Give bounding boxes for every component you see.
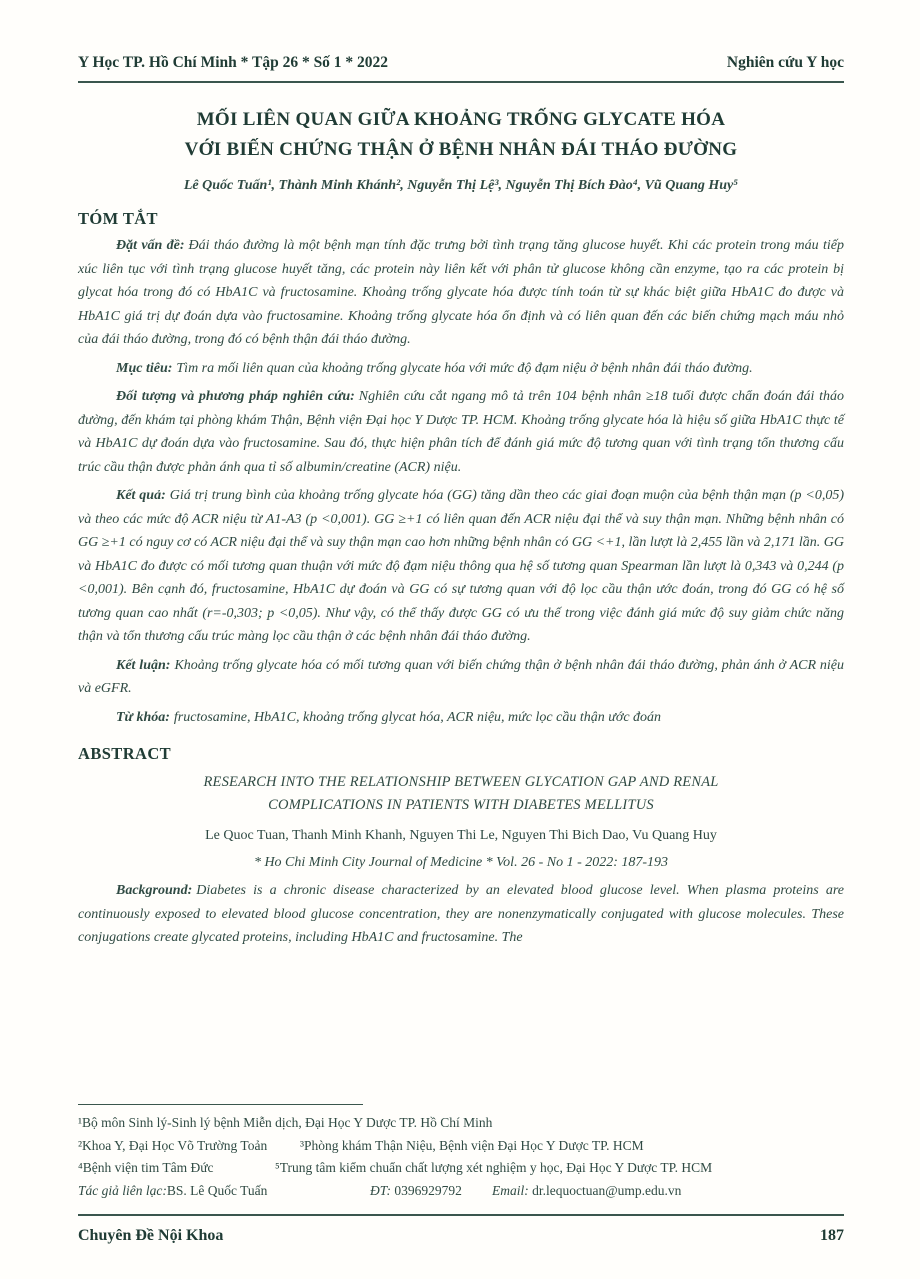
paragraph-text: Giá trị trung bình của khoảng trống glycate hóa (GG) tăng dần theo các giai đoạn muộn của bệnh thận mạn (p <0,05) và theo các mức độ ACR niệu từ A1-A3 (p <0,001). GG ≥+1 có liên quan đến ACR niệu đại thể và suy thận mạn. Những bệnh nhân có GG ≥+1 có nguy cơ có ACR niệu đại thể và suy thận mạn cao hơn những bệnh nhân có GG <+1, lần lượt là 2,455 lần và 2,171 lần. GG và HbA1C đo được có mối tương quan thuận với mức độ đạm niệu thông qua hệ số tương quan Spearman lần lượt là 0,343 và 0,244 (p <0,001). Bên cạnh đó, fructosamine, HbA1C dự đoán và GG có sự tương quan với độ lọc cầu thận ước đoán, trong đó GG có hệ số tương quan cao nhất (r=-0,303; p <0,05). Như vậy, có thể thấy được GG có ưu thế trong việc đánh giá mức độ suy giảm chức năng thận và tổn thương cấu trúc màng lọc cầu thận ở các bệnh nhân đái tháo đường.: [78, 488, 845, 644]
footnote-affiliation-5: ⁵Trung tâm kiểm chuẩn chất lượng xét nghiệm y học, Đại Học Y Dược TP. HCM: [275, 1160, 713, 1175]
footnote-line-2: [78, 1135, 844, 1158]
journal-reference-line: * Ho Chi Minh City Journal of Medicine * Vol. 26 - No 1 - 2022: 187-193: [253, 855, 669, 870]
abstract-english-title: [78, 771, 844, 817]
paragraph-lead: Đối tượng và phương pháp nghiên cứu:: [116, 389, 355, 404]
footnote-affiliation-2: ²Khoa Y, Đại Học Võ Trường Toản: [78, 1137, 268, 1153]
contact-author-label: Tác giả liên lạc:: [78, 1182, 167, 1198]
footnote-line-3: [78, 1157, 844, 1180]
article-type-label: Nghiên cứu Y học: [726, 54, 844, 71]
section-heading-tomtat: TÓM TẮT: [78, 209, 158, 228]
contact-email-address: dr.lequoctuan@ump.edu.vn: [532, 1182, 682, 1198]
contact-phone-number: 0396929792: [394, 1182, 462, 1198]
paragraph-text: Khoảng trống glycate hóa có mối tương quan với biến chứng thận ở bệnh nhân đái tháo đường, phản ánh ở ACR niệu và eGFR.: [78, 657, 844, 696]
footnote-contact-line: [78, 1180, 844, 1203]
footnote-separator-rule: [78, 1104, 363, 1105]
footnote-affiliation-3: ³Phòng khám Thận Niệu, Bệnh viện Đại Học Y Dược TP. HCM: [300, 1137, 644, 1153]
paragraph-background: [78, 879, 844, 950]
contact-email-label: Email:: [492, 1182, 529, 1198]
paragraph-lead: Background:: [116, 883, 193, 898]
paragraph-text: Đái tháo đường là một bệnh mạn tính đặc trưng bởi tình trạng tăng glucose huyết. Khi các protein trong máu tiếp xúc liên tục với tình trạng glucose huyết tăng, các protein này liên kết với phân tử glucose không cần enzyme, tạo ra các protein bị glycat hóa trong đó có HbA1C và fructosamine. Khoảng trống glycate hóa được tính toán từ sự khác biệt giữa HbA1C đo được và HbA1C giá trị dự đoán dựa vào fructosamine. Khoảng trống glycate hóa ổn định và có liên quan đến các biến chứng mạch máu nhỏ của đái tháo đường, trong đó có bệnh thận đái tháo đường.: [78, 238, 844, 347]
paragraph-ket-qua: [78, 484, 844, 649]
paragraph-doi-tuong-phuong-phap: [78, 385, 844, 479]
article-title: [78, 105, 844, 165]
page-header: [78, 54, 844, 83]
page-number: 187: [820, 1227, 844, 1244]
footnotes-block: [78, 1104, 844, 1202]
paragraph-dat-van-de: [78, 234, 844, 352]
article-title-line-2: VỚI BIẾN CHỨNG THẬN Ở BỆNH NHÂN ĐÁI THÁO ĐƯỜNG: [184, 139, 738, 160]
contact-phone: [370, 1180, 492, 1203]
paragraph-lead: Đặt vấn đề:: [116, 238, 185, 253]
paragraph-tu-khoa: [78, 706, 844, 730]
paragraph-ket-luan: [78, 654, 844, 701]
authors-vietnamese: Lê Quốc Tuấn¹, Thành Minh Khánh², Nguyễn Thị Lệ³, Nguyễn Thị Bích Đào⁴, Vũ Quang Huy⁵: [183, 178, 739, 193]
contact-author-name: BS. Lê Quốc Tuấn: [166, 1182, 268, 1198]
contact-author: [78, 1180, 370, 1203]
paragraph-text: Nghiên cứu cắt ngang mô tả trên 104 bệnh nhân ≥18 tuổi được chẩn đoán đái tháo đường, đến khám tại phòng khám Thận, Bệnh viện Đại học Y Dược TP. HCM. Khoảng trống glycate hóa là hiệu số giữa HbA1C thực tế và HbA1C dự đoán dựa vào fructosamine. Sau đó, thực hiện phân tích để đánh giá mức độ tương quan với tình trạng tổn thương cấu trúc cầu thận được phản ánh qua tỉ số albumin/creatine (ACR) niệu.: [78, 389, 845, 475]
section-heading-abstract: ABSTRACT: [78, 744, 172, 763]
journal-issue-info: Y Học TP. Hồ Chí Minh * Tập 26 * Số 1 * 2022: [78, 54, 389, 71]
footer-section-title: Chuyên Đề Nội Khoa: [78, 1227, 224, 1244]
abstract-title-line-1: RESEARCH INTO THE RELATIONSHIP BETWEEN GLYCATION GAP AND RENAL: [203, 774, 719, 790]
page-footer: [78, 1214, 844, 1245]
paragraph-lead: Kết luận:: [116, 657, 171, 673]
article-title-line-1: MỐI LIÊN QUAN GIỮA KHOẢNG TRỐNG GLYCATE HÓA: [196, 109, 726, 130]
paragraph-lead: Từ khóa:: [116, 709, 170, 725]
paragraph-text: Tìm ra mối liên quan của khoảng trống glycate hóa với mức độ đạm niệu ở bệnh nhân đái tháo đường.: [176, 360, 753, 376]
contact-email: [492, 1183, 681, 1198]
paragraph-lead: Kết quả:: [116, 488, 166, 503]
paragraph-muc-tieu: [78, 357, 844, 381]
abstract-title-line-2: COMPLICATIONS IN PATIENTS WITH DIABETES MELLITUS: [268, 797, 654, 813]
paragraph-lead: Mục tiêu:: [116, 360, 173, 376]
paragraph-text: Diabetes is a chronic disease characterized by an elevated blood glucose level. When plasma proteins are continuously exposed to elevated blood glucose concentration, they are nonenzymatically conjugated with glucose molecules. These conjugations create glycated proteins, including HbA1C and fructosamine. The: [78, 883, 844, 945]
footnote-affiliation-4: ⁴Bệnh viện tim Tâm Đức: [78, 1160, 214, 1175]
footnote-line-1: ¹Bộ môn Sinh lý-Sinh lý bệnh Miễn dịch, Đại Học Y Dược TP. Hồ Chí Minh: [78, 1115, 493, 1130]
authors-english: Le Quoc Tuan, Thanh Minh Khanh, Nguyen Thi Le, Nguyen Thi Bich Dao, Vu Quang Huy: [205, 828, 717, 843]
paragraph-text: fructosamine, HbA1C, khoảng trống glycat hóa, ACR niệu, mức lọc cầu thận ước đoán: [173, 709, 662, 725]
contact-phone-label: ĐT:: [370, 1182, 392, 1198]
